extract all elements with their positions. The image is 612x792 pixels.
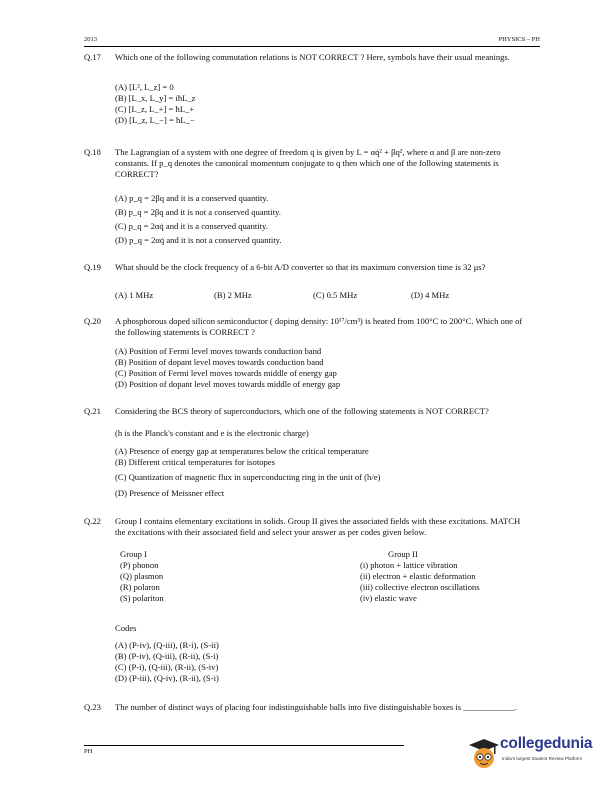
- option-d: (D) p_q = 2αq̇ and it is not a conserved quantity.: [115, 235, 282, 245]
- question-22: [84, 516, 534, 683]
- option-d: (D) [L_z, L_−] = ħL_−: [115, 115, 195, 125]
- question-17: [84, 52, 534, 132]
- collegedunia-logo: [466, 731, 612, 781]
- question-number: Q.17: [84, 52, 101, 62]
- question-number: Q.22: [84, 516, 101, 526]
- option-d: (D) Position of dopant level moves towards middle of energy gap: [115, 379, 341, 389]
- option-b: (B) Different critical temperatures for isotopes: [115, 457, 275, 467]
- option-c: (C) Quantization of magnetic flux in superconducting ring in the unit of (h/e): [115, 472, 381, 482]
- header-subject: PHYSICS – PH: [498, 36, 540, 43]
- group-2-column: [360, 549, 480, 604]
- option-c: (C) (P-i), (Q-iii), (R-ii), (S-iv): [115, 662, 219, 672]
- group-2-title: Group II: [388, 549, 418, 559]
- footer-code: PH: [84, 748, 93, 755]
- option-a: (A) 1 MHz: [115, 290, 154, 300]
- option-b: (B) p_q = 2βq and it is not a conserved quantity.: [115, 207, 281, 217]
- option-d: (D) 4 MHz: [411, 290, 450, 300]
- question-20: [84, 316, 534, 396]
- logo-tagline: India's largest Student Review Platform: [502, 756, 583, 761]
- group-1-item: (P) phonon: [120, 560, 159, 570]
- question-number: Q.18: [84, 147, 101, 157]
- option-a: (A) Presence of energy gap at temperatures below the critical temperature: [115, 446, 369, 456]
- option-c: (C) p_q = 2αq̇ and it is a conserved quantity.: [115, 221, 268, 231]
- question-text: The Lagrangian of a system with one degree of freedom q is given by L = αq̇² + βq², where α and β are non-zero constants. If p_q denotes the canonical momentum conjugate to q then which one of the following statements is CORRECT?: [115, 147, 501, 179]
- question-text: Which one of the following commutation relations is NOT CORRECT ? Here, symbols have their usual meanings.: [115, 52, 510, 62]
- option-b: (B) (P-iv), (Q-iii), (R-ii), (S-i): [115, 651, 219, 661]
- question-text: The number of distinct ways of placing four indistinguishable balls into five distinguishable boxes is ____________.: [115, 702, 517, 712]
- group-1-column: [120, 549, 164, 604]
- question-text: A phosphorous doped silicon semiconductor ( doping density: 10¹⁷/cm³) is heated from 100°C to 200°C. Which one of the following statements is CORRECT ?: [115, 316, 523, 337]
- graduate-mascot-icon: [468, 737, 500, 771]
- option-a: (A) p_q = 2βq and it is a conserved quantity.: [115, 193, 269, 203]
- option-b: (B) Position of dopant level moves towards conduction band: [115, 357, 324, 367]
- group-2-item: (iv) elastic wave: [360, 593, 417, 603]
- question-number: Q.21: [84, 406, 101, 416]
- question-text: Group I contains elementary excitations in solids. Group II gives the associated fields with these excitations. MATCH the excitations with their associated field and select your answer as per codes given below.: [115, 516, 521, 537]
- option-a: (A) Position of Fermi level moves towards conduction band: [115, 346, 322, 356]
- option-a: (A) (P-iv), (Q-iii), (R-i), (S-ii): [115, 640, 219, 650]
- question-text: Considering the BCS theory of superconductors, which one of the following statements is NOT CORRECT?: [115, 406, 489, 416]
- question-number: Q.19: [84, 262, 101, 272]
- codes-label: Codes: [115, 623, 137, 633]
- group-2-item: (iii) collective electron oscillations: [360, 582, 480, 592]
- option-c: (C) 0.5 MHz: [313, 290, 358, 300]
- question-note: (h is the Planck's constant and e is the electronic charge): [115, 428, 309, 438]
- option-d: (D) Presence of Meissner effect: [115, 488, 225, 498]
- option-c: (C) [L_z, L_+] = ħL_+: [115, 104, 195, 114]
- question-number: Q.23: [84, 702, 101, 712]
- question-text: What should be the clock frequency of a 6-bit A/D converter so that its maximum conversion time is 32 μs?: [115, 262, 486, 272]
- option-b: (B) 2 MHz: [214, 290, 252, 300]
- question-23: [84, 702, 534, 726]
- option-c: (C) Position of Fermi level moves towards middle of energy gap: [115, 368, 337, 378]
- question-21: [84, 406, 534, 506]
- option-a: (A) [L², L_z] = 0: [115, 82, 174, 92]
- group-1-item: (Q) plasmon: [120, 571, 164, 581]
- page-header: [84, 36, 540, 47]
- group-2-item: (ii) electron + elastic deformation: [360, 571, 476, 581]
- question-19: [84, 262, 534, 302]
- question-18: [84, 147, 534, 247]
- logo-brand: collegedunia: [500, 735, 593, 752]
- header-year: 2013: [84, 36, 97, 43]
- group-1-item: (R) polaron: [120, 582, 160, 592]
- page-footer: [84, 745, 404, 755]
- group-1-title: Group I: [120, 549, 147, 559]
- question-number: Q.20: [84, 316, 101, 326]
- option-b: (B) [L_x, L_y] = iħL_z: [115, 93, 196, 103]
- group-2-item: (i) photon + lattice vibration: [360, 560, 458, 570]
- option-d: (D) (P-iii), (Q-iv), (R-ii), (S-i): [115, 673, 219, 683]
- group-1-item: (S) polariton: [120, 593, 164, 603]
